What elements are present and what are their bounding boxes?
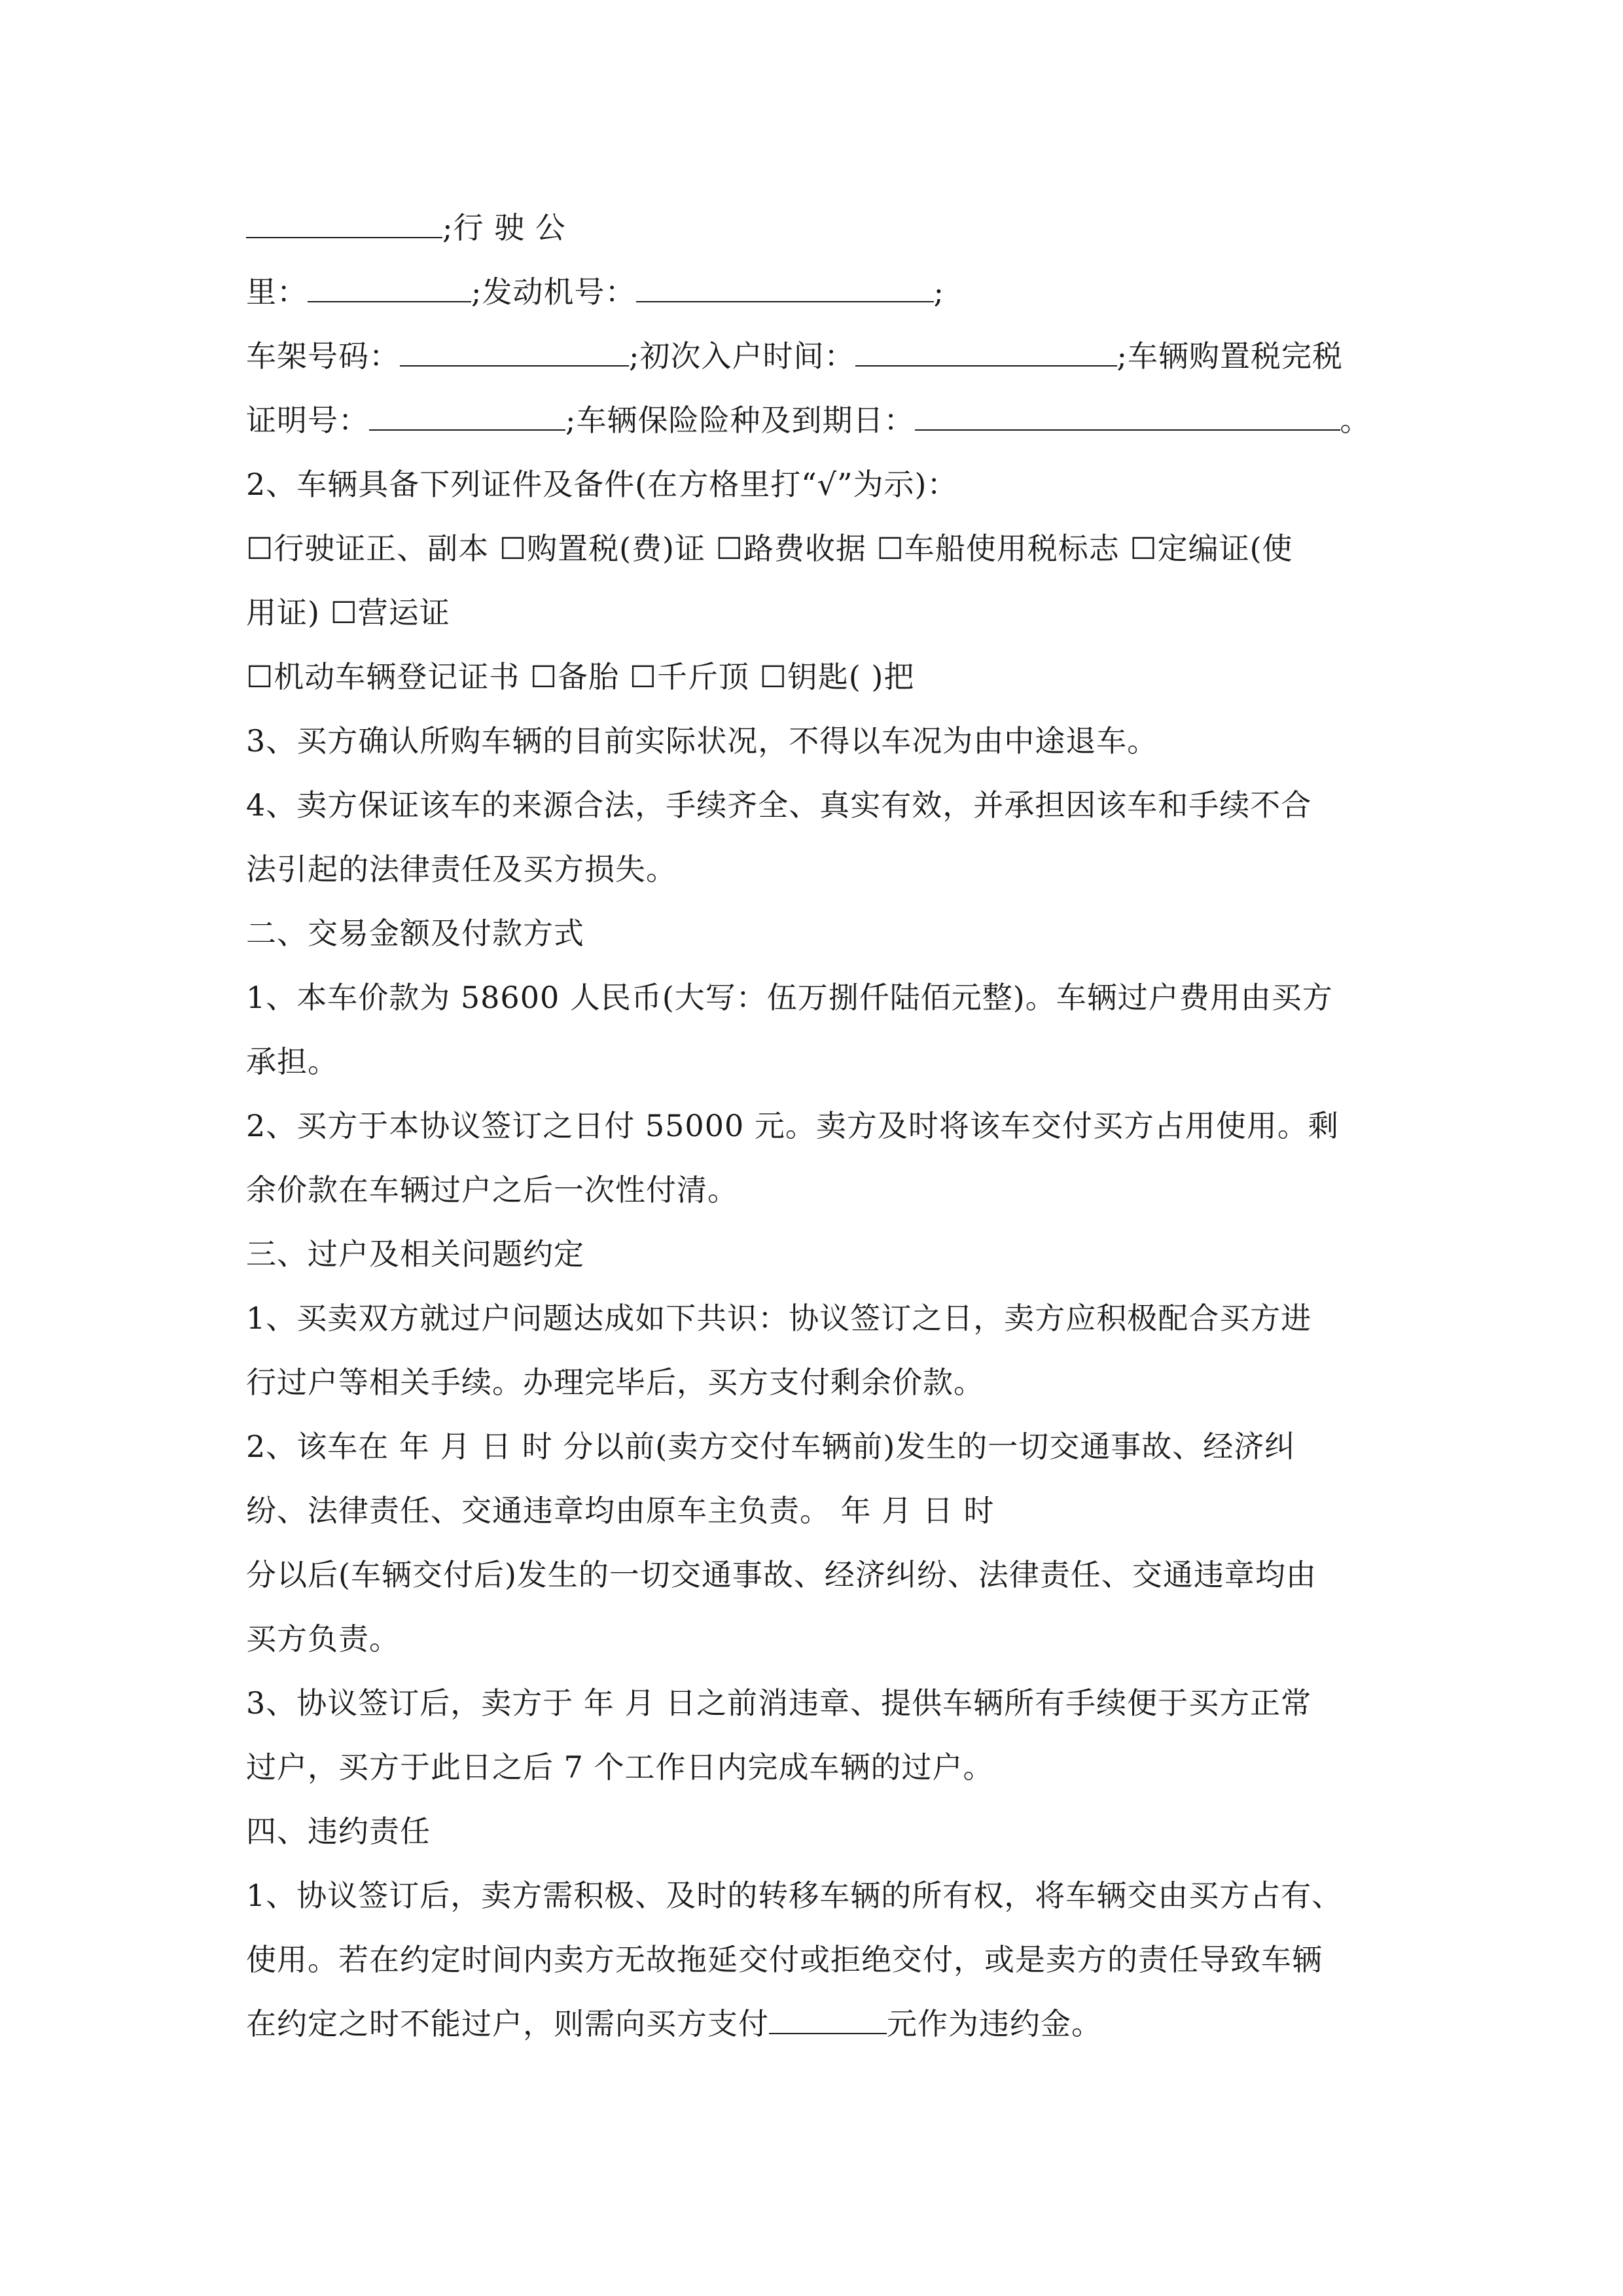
line-engine-number [246, 272, 1398, 312]
line-clause-4-cont: 法引起的法律责任及买方损失。 [246, 852, 677, 887]
line-tax-certificate [246, 401, 1398, 440]
line-transfer-2-cont-2: 分以后(车辆交付后)发生的一切交通事故、经济纠纷、法律责任、交通违章均由 [246, 1557, 1317, 1592]
text: 。 [1340, 403, 1371, 438]
text: 元作为违约金。 [887, 2006, 1102, 2041]
text: ;车辆购置税完税 [1116, 338, 1343, 374]
line-documents-heading: 2、车辆具备下列证件及备件(在方格里打“√”为示)： [246, 467, 958, 502]
blank-field [855, 336, 1117, 367]
line-clause-3: 3、买方确认所购车辆的目前实际状况，不得以车况为由中途退车。 [246, 723, 1158, 759]
text: ;行 驶 公 [442, 210, 566, 245]
line-documents-checklist-3: ☐机动车辆登记证书 ☐备胎 ☐千斤顶 ☐钥匙( )把 [246, 659, 915, 694]
line-payment: 2、买方于本协议签订之日付 55000 元。卖方及时将该车交付买方占用使用。剩 [246, 1108, 1339, 1143]
line-transfer-1: 1、买卖双方就过户问题达成如下共识：协议签订之日，卖方应积极配合买方进 [246, 1300, 1312, 1336]
text: 车架号码： [246, 338, 400, 374]
line-mileage-start [246, 208, 1398, 247]
text: ; [933, 274, 944, 310]
line-transfer-3: 3、协议签订后，卖方于 年 月 日之前消违章、提供车辆所有手续便于买方正常 [246, 1685, 1312, 1721]
section-heading-3: 三、过户及相关问题约定 [246, 1236, 584, 1272]
blank-field [246, 208, 442, 238]
line-payment-cont: 余价款在车辆过户之后一次性付清。 [246, 1172, 738, 1208]
text: 证明号： [246, 403, 369, 438]
blank-field [915, 401, 1340, 431]
line-price: 1、本车价款为 58600 人民币(大写：伍万捌仟陆佰元整)。车辆过户费用由买方 [246, 980, 1333, 1015]
blank-field [769, 2004, 887, 2034]
line-price-cont: 承担。 [246, 1044, 338, 1079]
section-heading-2: 二、交易金额及付款方式 [246, 916, 584, 951]
section-heading-4: 四、违约责任 [246, 1814, 431, 1849]
text: ;发动机号： [471, 274, 636, 310]
line-clause-4: 4、卖方保证该车的来源合法，手续齐全、真实有效，并承担因该车和手续不合 [246, 787, 1312, 823]
blank-field [400, 336, 629, 367]
line-transfer-1-cont: 行过户等相关手续。办理完毕后，买方支付剩余价款。 [246, 1365, 984, 1400]
line-breach-1-cont: 使用。若在约定时间内卖方无故拖延交付或拒绝交付，或是卖方的责任导致车辆 [246, 1942, 1323, 1977]
line-breach-1: 1、协议签订后，卖方需积极、及时的转移车辆的所有权，将车辆交由买方占有、 [246, 1878, 1343, 1913]
line-transfer-3-cont: 过户，买方于此日之后 7 个工作日内完成车辆的过户。 [246, 1749, 994, 1785]
text: ;初次入户时间： [629, 338, 855, 374]
line-frame-number [246, 336, 1398, 376]
line-transfer-2-cont-3: 买方负责。 [246, 1621, 400, 1657]
line-documents-checklist-2: 用证) ☐营运证 [246, 595, 450, 630]
blank-field [308, 272, 471, 302]
text: ;车辆保险险种及到期日： [565, 403, 915, 438]
line-transfer-2-cont: 纷、法律责任、交通违章均由原车主负责。 年 月 日 时 [246, 1493, 995, 1528]
text: 里： [246, 274, 308, 310]
line-transfer-2: 2、该车在 年 月 日 时 分以前(卖方交付车辆前)发生的一切交通事故、经济纠 [246, 1429, 1296, 1464]
text: 在约定之时不能过户，则需向买方支付 [246, 2006, 769, 2041]
blank-field [636, 272, 934, 302]
line-documents-checklist-1: ☐行驶证正、副本 ☐购置税(费)证 ☐路费收据 ☐车船使用税标志 ☐定编证(使 [246, 531, 1293, 566]
blank-field [369, 401, 565, 431]
line-breach-1-cont-2 [246, 2004, 1398, 2043]
